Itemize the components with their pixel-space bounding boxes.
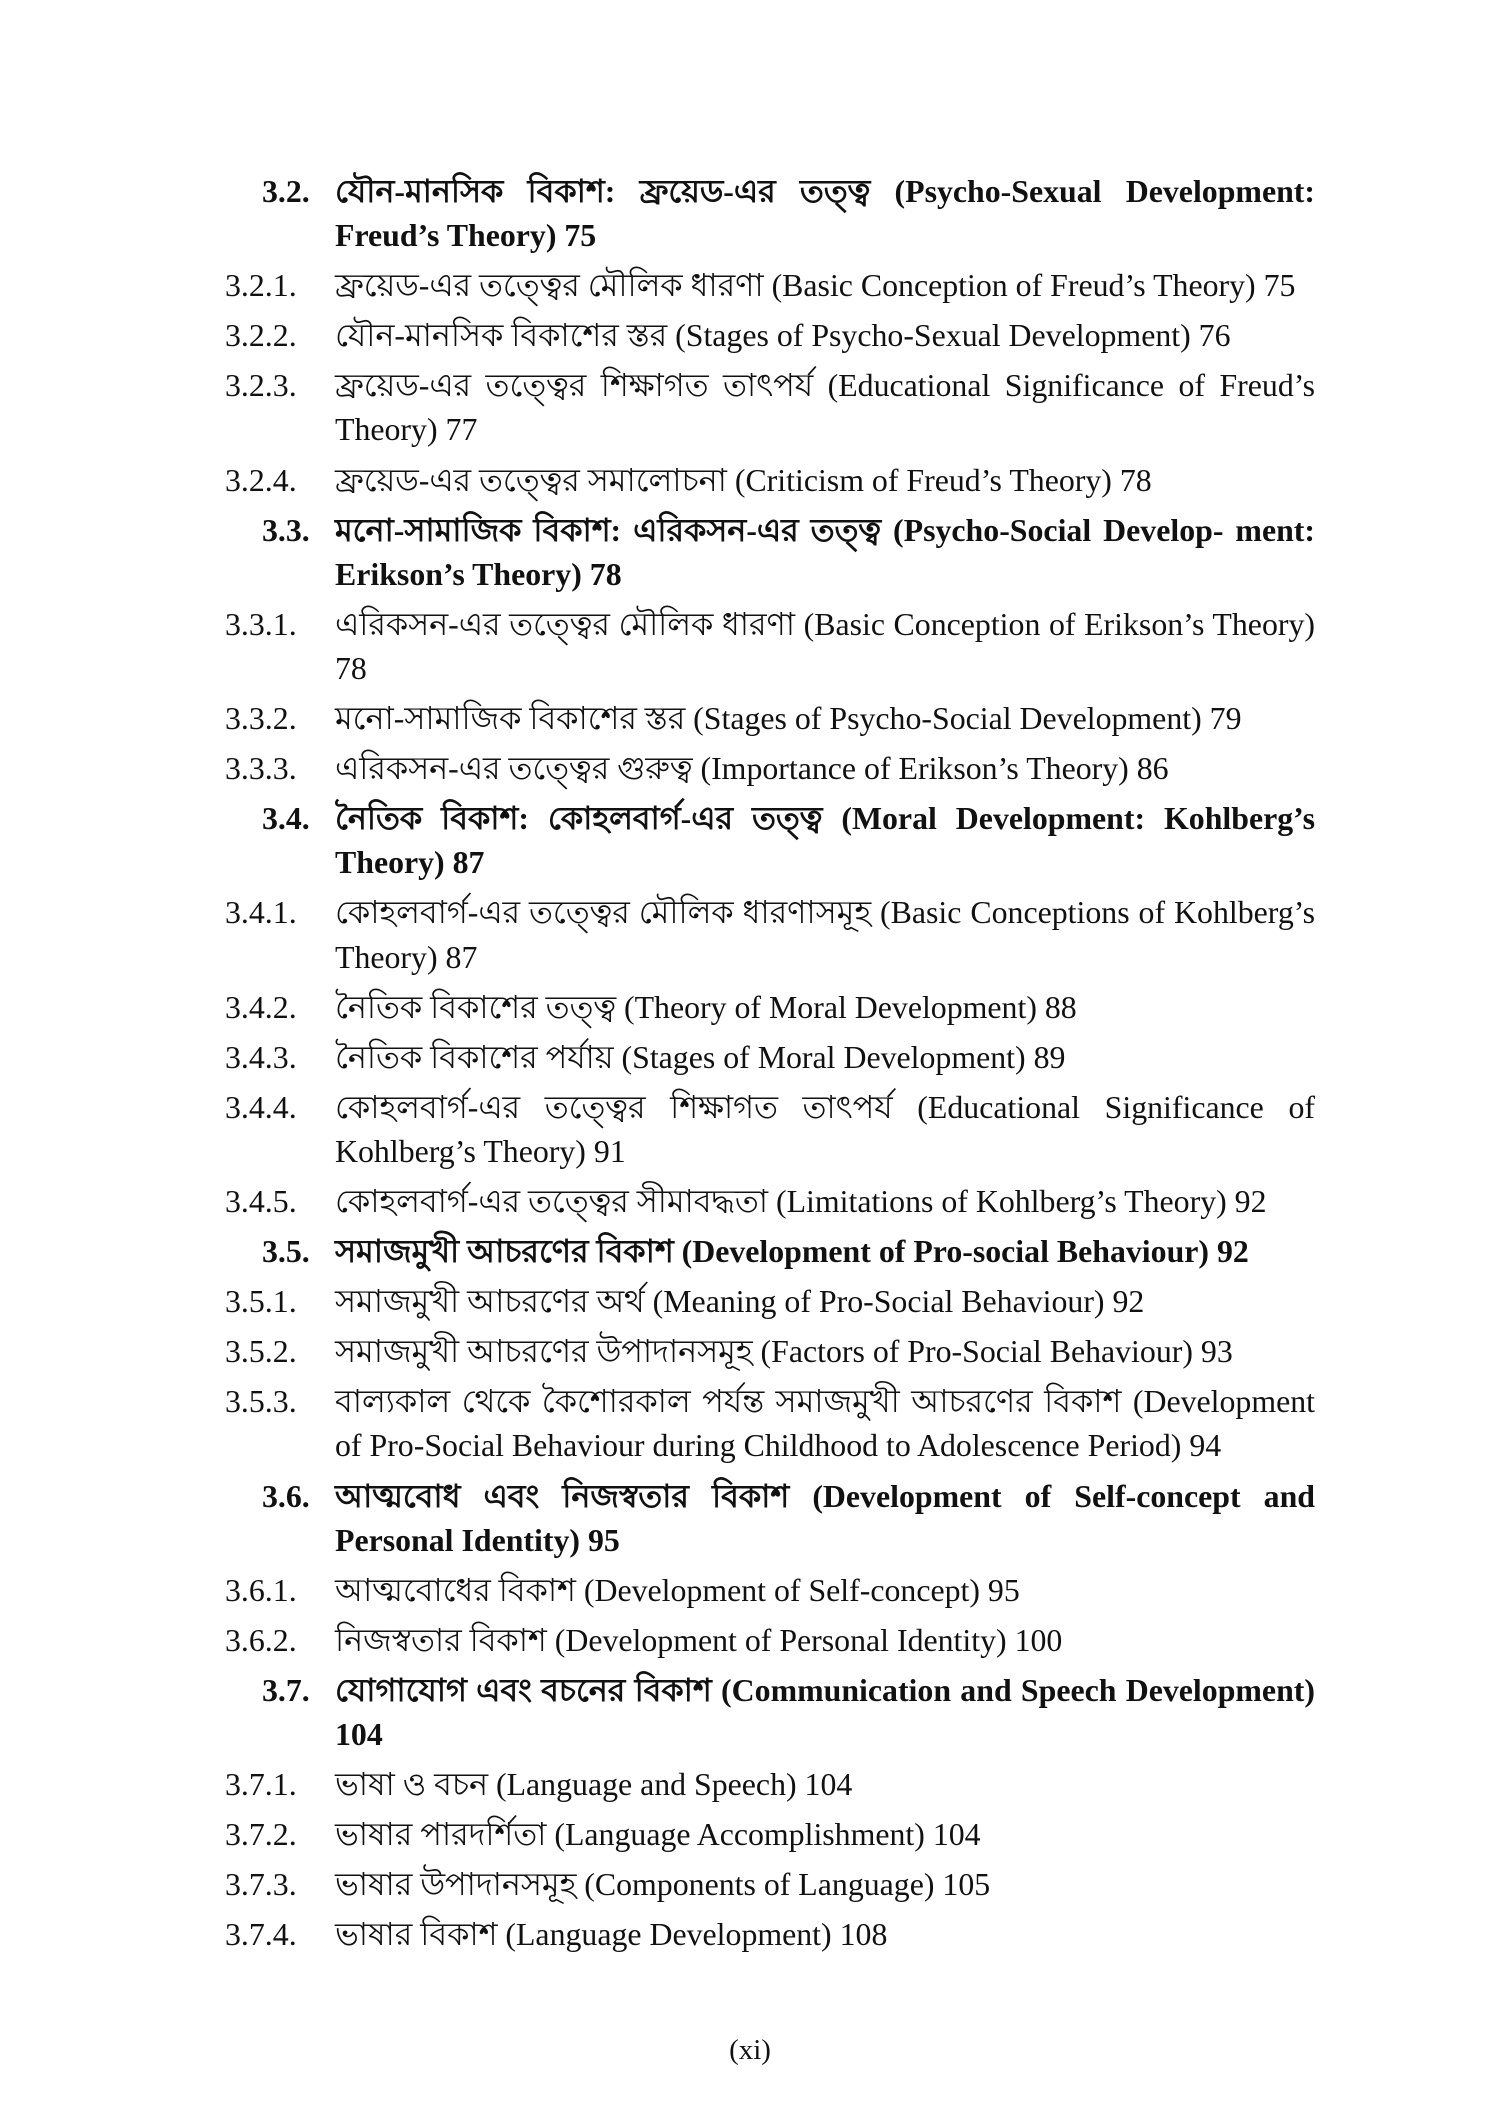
toc-number: 3.2.4. xyxy=(225,462,297,498)
toc-entry-3-2-3 xyxy=(225,364,1315,452)
toc-entry-3-2-1 xyxy=(225,264,1315,308)
toc-entry-3-4-1 xyxy=(225,891,1315,979)
toc-number: 3.4.1. xyxy=(225,895,297,931)
toc-text: ভাষার উপাদানসমূহ (Components of Language) 105 xyxy=(335,1867,991,1903)
toc-number: 3.3.1. xyxy=(225,606,297,642)
toc-number: 3.6.2. xyxy=(225,1622,297,1658)
toc-text: নৈতিক বিকাশের তত্ত্ব (Theory of Moral Development) 88 xyxy=(335,989,1077,1025)
toc-number: 3.4.2. xyxy=(225,989,297,1025)
toc-number: 3.6.1. xyxy=(225,1572,297,1608)
toc-entry-3-2-2 xyxy=(225,314,1315,358)
toc-text: এরিকসন-এর তত্ত্বের গুরুত্ব (Importance of Erikson’s Theory) 86 xyxy=(335,751,1169,787)
toc-text: এরিকসন-এর তত্ত্বের মৌলিক ধারণা (Basic Conception of Erikson’s Theory) 78 xyxy=(335,606,1315,686)
toc-entry-3-7-2 xyxy=(225,1813,1315,1857)
page-number: (xi) xyxy=(729,2034,771,2066)
toc-entry-3-7 xyxy=(225,1669,1315,1757)
toc-number: 3.5.1. xyxy=(225,1284,297,1320)
toc-text: ফ্রয়েড-এর তত্ত্বের শিক্ষাগত তাৎপর্য (Educational Significance of Freud’s Theory) 77 xyxy=(335,368,1315,448)
toc-text: যৌন-মানসিক বিকাশ: ফ্রয়েড-এর তত্ত্ব (Psycho-Sexual Development: Freud’s Theory) 75 xyxy=(335,174,1315,254)
toc-number: 3.7.4. xyxy=(225,1917,297,1953)
toc-entry-3-4-5 xyxy=(225,1180,1315,1224)
toc-entry-3-7-4 xyxy=(225,1913,1315,1957)
toc-text: নিজস্বতার বিকাশ (Development of Personal Identity) 100 xyxy=(335,1622,1063,1658)
toc-number: 3.5. xyxy=(262,1234,310,1270)
toc-text: যোগাযোগ এবং বচনের বিকাশ (Communication and Speech Development) 104 xyxy=(335,1672,1315,1752)
toc-entry-3-7-3 xyxy=(225,1863,1315,1907)
toc-number: 3.7.2. xyxy=(225,1817,297,1853)
toc-text: ভাষা ও বচন (Language and Speech) 104 xyxy=(335,1767,853,1803)
toc-number: 3.4.4. xyxy=(225,1089,297,1125)
toc-entry-3-5-3 xyxy=(225,1380,1315,1468)
toc-text: নৈতিক বিকাশ: কোহলবার্গ-এর তত্ত্ব (Moral Development: Kohlberg’s Theory) 87 xyxy=(335,801,1315,881)
toc-entry-3-2 xyxy=(225,170,1315,258)
toc-number: 3.4. xyxy=(262,801,310,837)
toc-number: 3.5.2. xyxy=(225,1334,297,1370)
toc-text: ফ্রয়েড-এর তত্ত্বের মৌলিক ধারণা (Basic Conception of Freud’s Theory) 75 xyxy=(335,268,1296,304)
toc-number: 3.2.3. xyxy=(225,368,297,404)
toc-number: 3.3. xyxy=(262,512,310,548)
toc-entry-3-3-3 xyxy=(225,747,1315,791)
toc-number: 3.2.1. xyxy=(225,268,297,304)
toc-entry-3-4-4 xyxy=(225,1086,1315,1174)
toc-number: 3.7. xyxy=(262,1672,310,1708)
toc-text: যৌন-মানসিক বিকাশের স্তর (Stages of Psycho-Sexual Development) 76 xyxy=(335,318,1231,354)
toc-text: মনো-সামাজিক বিকাশ: এরিকসন-এর তত্ত্ব (Psycho-Social Develop- ment: Erikson’s Theory) 78 xyxy=(335,512,1315,592)
toc-number: 3.7.1. xyxy=(225,1767,297,1803)
toc-entry-3-6-2 xyxy=(225,1619,1315,1663)
toc-number: 3.5.3. xyxy=(225,1384,297,1420)
toc-entry-3-5-1 xyxy=(225,1280,1315,1324)
toc-entry-3-6-1 xyxy=(225,1569,1315,1613)
toc-entry-3-3 xyxy=(225,509,1315,597)
toc-entry-3-3-2 xyxy=(225,697,1315,741)
toc-entry-3-3-1 xyxy=(225,603,1315,691)
toc-number: 3.3.3. xyxy=(225,751,297,787)
toc-text: নৈতিক বিকাশের পর্যায় (Stages of Moral Development) 89 xyxy=(335,1039,1066,1075)
toc-text: কোহলবার্গ-এর তত্ত্বের মৌলিক ধারণাসমূহ (Basic Conceptions of Kohlberg’s Theory) 87 xyxy=(335,895,1315,975)
toc-entry-3-4-3 xyxy=(225,1036,1315,1080)
toc-text: সমাজমুখী আচরণের বিকাশ (Development of Pro-social Behaviour) 92 xyxy=(335,1234,1249,1270)
toc-entry-3-5-2 xyxy=(225,1330,1315,1374)
toc-number: 3.2. xyxy=(262,174,310,209)
toc-text: সমাজমুখী আচরণের অর্থ (Meaning of Pro-Social Behaviour) 92 xyxy=(335,1284,1145,1320)
toc-text: কোহলবার্গ-এর তত্ত্বের শিক্ষাগত তাৎপর্য (Educational Significance of Kohlberg’s Theory) 91 xyxy=(335,1089,1315,1169)
toc-entry-3-4 xyxy=(225,797,1315,885)
table-of-contents xyxy=(225,170,1315,1963)
toc-entry-3-6 xyxy=(225,1475,1315,1563)
toc-number: 3.3.2. xyxy=(225,701,297,737)
toc-number: 3.6. xyxy=(262,1478,310,1514)
toc-entry-3-2-4 xyxy=(225,459,1315,503)
toc-entry-3-4-2 xyxy=(225,986,1315,1030)
toc-text: আত্মবোধ এবং নিজস্বতার বিকাশ (Development of Self-concept and Personal Identity) 95 xyxy=(335,1478,1315,1558)
toc-number: 3.2.2. xyxy=(225,318,297,354)
toc-text: কোহলবার্গ-এর তত্ত্বের সীমাবদ্ধতা (Limitations of Kohlberg’s Theory) 92 xyxy=(335,1183,1267,1219)
toc-text: বাল্যকাল থেকে কৈশোরকাল পর্যন্ত সমাজমুখী আচরণের বিকাশ (Development of Pro-Social Behaviour during Childhood to Adolescence Period) 94 xyxy=(335,1384,1315,1464)
toc-text: ভাষার বিকাশ (Language Development) 108 xyxy=(335,1917,888,1953)
toc-text: ভাষার পারদর্শিতা (Language Accomplishment) 104 xyxy=(335,1817,981,1853)
toc-number: 3.7.3. xyxy=(225,1867,297,1903)
toc-text: সমাজমুখী আচরণের উপাদানসমূহ (Factors of Pro-Social Behaviour) 93 xyxy=(335,1334,1233,1370)
toc-text: ফ্রয়েড-এর তত্ত্বের সমালোচনা (Criticism of Freud’s Theory) 78 xyxy=(335,462,1152,498)
toc-text: আত্মবোধের বিকাশ (Development of Self-concept) 95 xyxy=(335,1572,1020,1608)
toc-entry-3-5 xyxy=(225,1230,1315,1274)
toc-number: 3.4.5. xyxy=(225,1183,297,1219)
toc-entry-3-7-1 xyxy=(225,1763,1315,1807)
toc-text: মনো-সামাজিক বিকাশের স্তর (Stages of Psycho-Social Development) 79 xyxy=(335,701,1242,737)
toc-number: 3.4.3. xyxy=(225,1039,297,1075)
